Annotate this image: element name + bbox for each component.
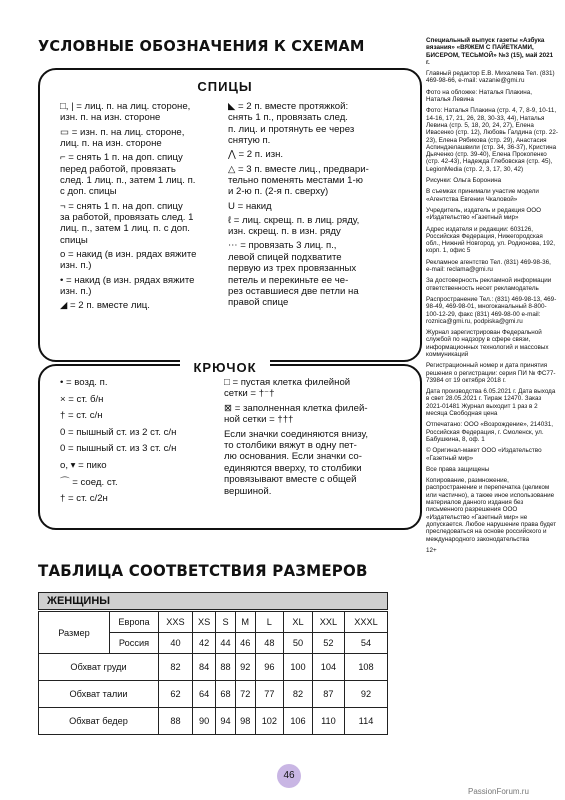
legend-line: с доп. спицы	[60, 186, 117, 198]
legend-line: изн. п. на изн. стороне	[60, 112, 161, 124]
legend-line: ◢ = 2 п. вместе лиц.	[60, 300, 150, 312]
legend-line: ▭ = изн. п. на лиц. стороне,	[60, 126, 185, 138]
imprint-block: Главный редактор Е.В. Михалева Тел. (831) 469-98-66, e-mail: vazanie@gmi.ru	[426, 70, 555, 85]
legend-line: п. лиц. и протянуть ее через	[228, 123, 355, 135]
legend-line: перед работой, провязать	[60, 163, 176, 175]
legend-line: изн. скрещ. п. в изн. ряду	[228, 226, 341, 238]
legend-line: Если значки соединяются внизу,	[224, 428, 369, 440]
imprint-block: Специальный выпуск газеты «Азбука вязания» «ВЯЖЕМ С ПАЙЕТКАМИ, БИСЕРОМ, ТЕСЬМОЙ» №3 (15), май 2021 г.	[426, 37, 554, 66]
legend-line: o, ▾ = пико	[60, 460, 107, 471]
imprint-block: Рекламное агентство Тел. (831) 469-98-36, e-mail: reclama@gmi.ru	[426, 258, 551, 274]
legend-line: снять 1 п., провязать след.	[228, 112, 348, 124]
europe-label: Европа	[110, 612, 159, 633]
legend-line: лиц. п., затем 1 лиц. п. с доп.	[60, 223, 190, 235]
watermark: PassionForum.ru	[468, 787, 529, 796]
measure-value: 92	[235, 654, 255, 681]
legend-line: то столбики вяжут в одну пет-	[224, 440, 357, 451]
legend-line: □, | = лиц. п. на лиц. стороне,	[60, 101, 191, 112]
size-cell: 54	[344, 633, 387, 654]
legend-line: □ = пустая клетка филейной	[224, 377, 351, 388]
russia-label: Россия	[110, 633, 159, 654]
legend-line: • = возд. п.	[60, 377, 108, 388]
measure-label: Обхват бедер	[39, 708, 159, 735]
legend-line: U = накид	[228, 200, 272, 212]
size-cell: XXS	[159, 612, 193, 633]
page-number: 46	[277, 764, 301, 788]
imprint-block: За достоверность рекламной информации ответственность несет рекламодатель	[426, 277, 552, 292]
size-cell: 46	[235, 633, 255, 654]
legend-line: ◣ = 2 п. вместе протяжкой:	[228, 101, 349, 112]
imprint-block: Регистрационный номер и дата принятия решения о регистрации: серия ПИ № ФС77-73984 от 19 октября 2018 г.	[426, 362, 556, 384]
legend-line: след. 1 лиц. п., затем 1 лиц. п.	[60, 175, 196, 186]
legend-line: петель и перекиньте ее че-	[228, 274, 349, 286]
legend-line: × = ст. б/н	[60, 393, 104, 405]
imprint-block: © Оригинал-макет ООО «Издательство «Газетный мир»	[426, 447, 542, 462]
legend-line: △ = 3 п. вместе лиц., предвари-	[228, 163, 369, 175]
legend-line: † = ст. с/2н	[60, 493, 108, 505]
measure-value: 114	[344, 708, 387, 735]
legend-line: o = накид (в изн. рядах вяжите	[60, 249, 197, 260]
imprint-block: Учредитель, издатель и редакция ООО «Издательство «Газетный мир»	[426, 206, 542, 222]
sizes-section-header: ЖЕНЩИНЫ	[38, 592, 388, 610]
measure-value: 82	[159, 654, 193, 681]
measure-value: 100	[284, 654, 313, 681]
size-cell: 42	[192, 633, 215, 654]
legend-line: провязывают вместе с общей	[224, 474, 357, 486]
size-cell: XXL	[312, 612, 344, 633]
table-row	[39, 681, 388, 708]
measure-value: 82	[284, 681, 313, 708]
imprint-sidebar	[426, 37, 558, 558]
legend-line: изн. п.)	[60, 286, 92, 297]
measure-value: 96	[255, 654, 284, 681]
size-cell: S	[216, 612, 236, 633]
measure-value: 88	[216, 654, 236, 681]
legend-line: 0 = пышный ст. из 3 ст. с/н	[60, 443, 177, 455]
legend-line: и 2-ю п. (2-я п. сверху)	[228, 186, 329, 198]
imprint-block: Рисунки: Ольга Боронина	[426, 177, 502, 185]
table-row	[39, 612, 388, 633]
table-row	[39, 708, 388, 735]
size-cell: M	[235, 612, 255, 633]
legend-line: ⌐ = снять 1 п. на доп. спицу	[60, 152, 183, 164]
measure-value: 106	[284, 708, 313, 735]
legend-line: ⌒ = соед. ст.	[60, 476, 118, 488]
measure-value: 110	[312, 708, 344, 735]
imprint-block: Адрес издателя и редакции: 603126, Российская Федерация, Нижегородская обл., Нижний Новгород, ул. Родионова, 192, корп. 1, офис 5	[426, 225, 556, 255]
knitting-title: СПИЦЫ	[180, 79, 270, 94]
legend-line: первую из трех провязанных	[228, 263, 357, 275]
table-row	[39, 654, 388, 681]
measure-value: 108	[344, 654, 387, 681]
measure-value: 64	[192, 681, 215, 708]
legend-line: тельно поменять местами 1-ю	[228, 175, 363, 186]
legend-line: вершиной.	[224, 485, 272, 497]
imprint-block: 12+	[426, 546, 437, 554]
legend-line: лиц. п. на изн. стороне	[60, 138, 162, 149]
measure-value: 88	[159, 708, 193, 735]
legend-line: ⋯ = провязать 3 лиц. п.,	[228, 240, 337, 252]
legend-line: ной сетки = †††	[224, 414, 294, 426]
legend-title: УСЛОВНЫЕ ОБОЗНАЧЕНИЯ К СХЕМАМ	[38, 37, 365, 55]
measure-label: Обхват груди	[39, 654, 159, 681]
imprint-block: В съемках принимали участие модели «Агентства Евгении Чкаловой»	[426, 188, 539, 203]
imprint-block: Распространение Тел.: (831) 469-98-13, 469-98-49, 469-98-01, многоканальный 8-800-100-12-29, факс (831) 469-98-00 e-mail: roznica@gmi.ru, podpiska@gmi.ru	[426, 295, 557, 325]
legend-line: единяются вверху, то столбики	[224, 462, 362, 474]
legend-line: рез оставшиеся две петли на	[228, 286, 359, 297]
legend-line: снятую п.	[228, 135, 271, 147]
legend-line: спицы	[60, 234, 88, 246]
size-cell: L	[255, 612, 284, 633]
imprint-block: Дата производства 6.05.2021 г. Дата выхода в свет 28.05.2021 г. Тираж 12470. Заказ 2021-01481 Журнал выходит 1 раз в 2 месяца Свободная цена	[426, 388, 556, 418]
legend-line: лю основания. Если значки со-	[224, 451, 362, 463]
size-table	[38, 611, 388, 735]
legend-line: ⋀ = 2 п. изн.	[228, 149, 284, 161]
legend-line: ¬ = снять 1 п. на доп. спицу	[60, 200, 183, 212]
legend-line: ℓ = лиц. скрещ. п. в лиц. ряду,	[228, 214, 360, 226]
size-cell: 48	[255, 633, 284, 654]
legend-line: 0 = пышный ст. из 2 ст. с/н	[60, 426, 177, 438]
measure-label: Обхват талии	[39, 681, 159, 708]
legend-line: ⊠ = заполненная клетка филей-	[224, 402, 368, 414]
legend-line: правой спице	[228, 297, 289, 309]
measure-value: 87	[312, 681, 344, 708]
measure-value: 68	[216, 681, 236, 708]
size-cell: 44	[216, 633, 236, 654]
measure-value: 102	[255, 708, 284, 735]
imprint-block: Копирование, размножение, распространение и перепечатка (целиком или частично), а также иное использование материалов данного издания без письменного разрешения ООО «Издательство «Газетный мир» не допускается. Любое нарушение права будет преследоваться на основе российского и международного законодательства	[426, 477, 557, 543]
measure-value: 94	[216, 708, 236, 735]
measure-value: 62	[159, 681, 193, 708]
imprint-block: Журнал зарегистрирован Федеральной службой по надзору в сфере связи, информационных технологий и массовых коммуникаций	[426, 329, 549, 358]
imprint-block: Фото на обложке: Наталья Плакина, Наталья Левина	[426, 88, 533, 104]
size-cell: XL	[284, 612, 313, 633]
imprint-block: Отпечатано: ООО «Возрождение», 214031, Российская Федерация, г. Смоленск, ул. Бабушкина, 8, оф. 1	[426, 421, 553, 443]
size-cell: XS	[192, 612, 215, 633]
measure-value: 90	[192, 708, 215, 735]
size-label: Размер	[39, 612, 110, 654]
sizes-title: ТАБЛИЦА СООТВЕТСТВИЯ РАЗМЕРОВ	[38, 561, 368, 580]
legend-line: † = ст. с/н	[60, 410, 103, 422]
imprint-block: Фото: Наталья Плакина (стр. 4, 7, 8-9, 10-11, 14-16, 17, 21, 26, 28, 30-33, 44), Наталья Левина (стр. 5, 18, 20, 24, 27), Елена Ивасенко (стр. 12), Любовь Галдина (стр. 22-23), Елена Рябикова (стр. 29), Анастасия Аспиндзелашвили (стр. 34, 36-37), Кристина Дьяченко (стр. 39-40), Елена Прокопенко (стр. 42-43), Надежда Глебовская (стр. 45), LegionMedia (стр. 2, 3, 17, 30, 42)	[426, 107, 558, 173]
measure-value: 84	[192, 654, 215, 681]
legend-line: • = накид (в изн. рядах вяжите	[60, 274, 195, 286]
legend-line: левой спицей подхватите	[228, 251, 342, 263]
size-cell: XXXL	[344, 612, 387, 633]
measure-value: 104	[312, 654, 344, 681]
size-cell: 52	[312, 633, 344, 654]
size-cell: 50	[284, 633, 313, 654]
measure-value: 98	[235, 708, 255, 735]
legend-line: изн. п.)	[60, 260, 92, 272]
legend-line: сетки = †⁻†	[224, 388, 275, 400]
imprint-block: Все права защищены	[426, 465, 490, 473]
measure-value: 77	[255, 681, 284, 708]
size-cell: 40	[159, 633, 193, 654]
measure-value: 92	[344, 681, 387, 708]
crochet-title: КРЮЧОК	[180, 360, 270, 375]
measure-value: 72	[235, 681, 255, 708]
legend-line: за работой, провязать след. 1	[60, 212, 194, 223]
